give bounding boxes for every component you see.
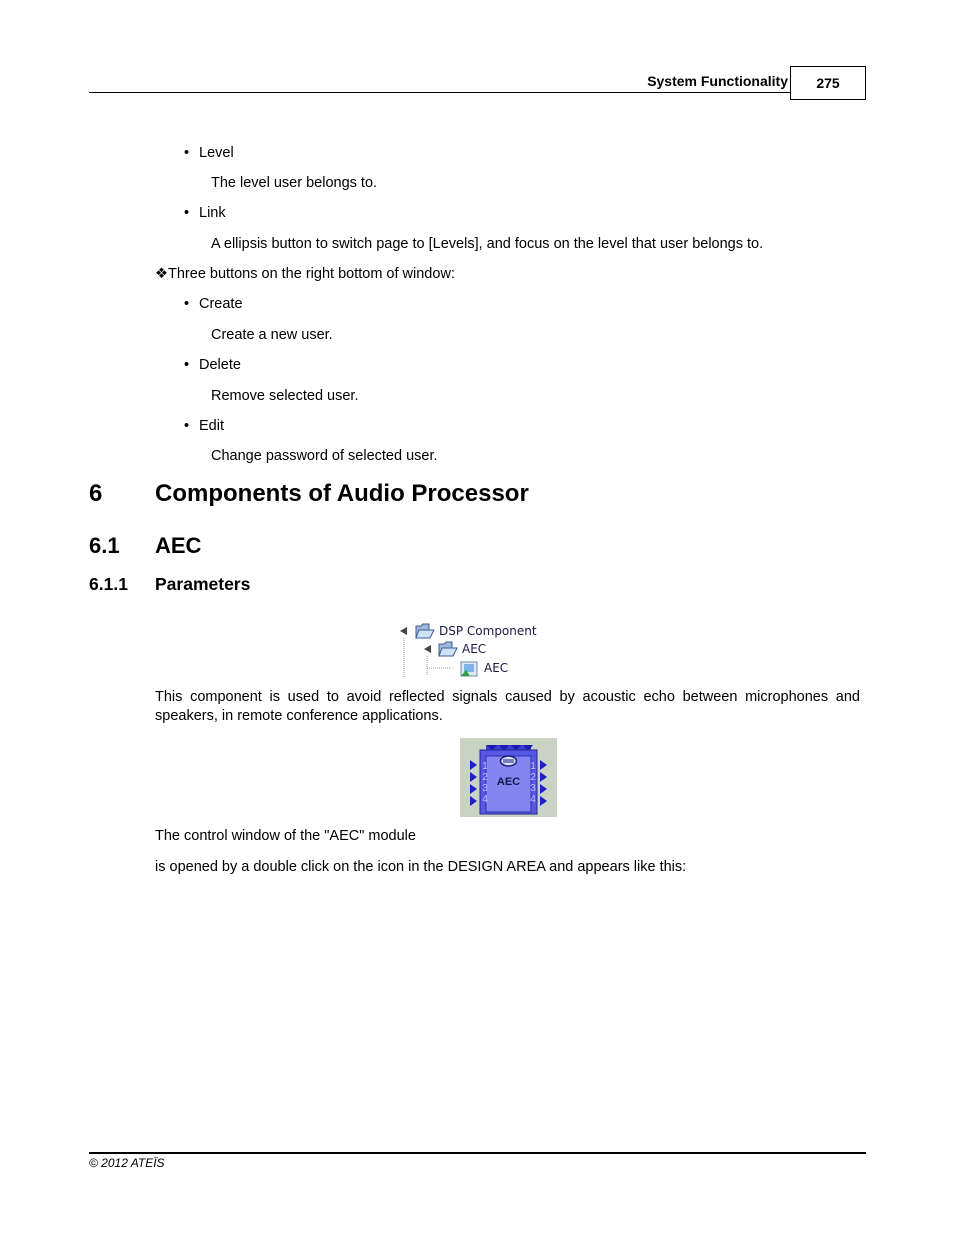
left-channel-labels: 1 2 3 4 — [482, 761, 488, 805]
component-tree — [398, 620, 538, 680]
module-label: AEC — [496, 776, 521, 788]
item-term: Edit — [199, 418, 224, 434]
footer-copyright: © 2012 ATEÏS — [89, 1156, 165, 1170]
section-heading — [89, 533, 201, 559]
list-item-link — [184, 205, 226, 221]
item-desc: Create a new user. — [211, 327, 333, 343]
tree-leaf-label[interactable]: AEC — [484, 661, 509, 675]
chapter-title: Components of Audio Processor — [155, 480, 529, 507]
page-number: 275 — [790, 66, 866, 100]
list-item-edit — [184, 418, 224, 434]
item-term: Link — [199, 205, 226, 221]
buttons-intro: ❖Three buttons on the right bottom of window: — [155, 266, 455, 282]
section-title: AEC — [155, 533, 202, 558]
tree-root-label[interactable]: DSP Component — [439, 624, 537, 638]
list-item-create — [184, 296, 243, 312]
tree-child-label[interactable]: AEC — [462, 642, 487, 656]
footer-rule — [89, 1152, 866, 1154]
header-section-title: System Functionality — [647, 73, 788, 89]
item-term: Level — [199, 145, 234, 161]
subsection-number: 6.1.1 — [89, 574, 128, 594]
component-description: This component is used to avoid reflected signals caused by acoustic echo between microphones and speakers, in remote conference applications. — [155, 689, 860, 724]
bullet: • — [184, 357, 190, 373]
list-item-delete — [184, 357, 241, 373]
bullet: • — [184, 145, 190, 161]
item-desc: A ellipsis button to switch page to [Levels], and focus on the level that user belongs to. — [211, 236, 764, 252]
header-rule — [89, 92, 791, 93]
subsection-heading — [89, 574, 250, 595]
bullet: • — [184, 205, 190, 221]
folder-open-icon — [415, 622, 435, 640]
section-number: 6.1 — [89, 533, 120, 558]
chapter-number: 6 — [89, 480, 103, 507]
right-channel-labels: 1 2 3 4 — [530, 761, 536, 805]
bullet: • — [184, 418, 190, 434]
module-image-icon — [460, 661, 478, 677]
item-desc: Remove selected user. — [211, 388, 359, 404]
folder-open-icon — [438, 640, 458, 658]
item-term: Create — [199, 296, 243, 312]
bullet: • — [184, 296, 190, 312]
item-desc: Change password of selected user. — [211, 448, 438, 464]
list-item-level — [184, 145, 234, 161]
item-desc: The level user belongs to. — [211, 175, 378, 191]
chapter-heading — [89, 480, 529, 508]
aec-module-icon[interactable] — [460, 738, 557, 817]
control-window-line-1: The control window of the "AEC" module — [155, 828, 416, 844]
control-window-line-2: is opened by a double click on the icon in the DESIGN AREA and appears like this: — [155, 859, 687, 875]
item-term: Delete — [199, 357, 241, 373]
subsection-title: Parameters — [155, 574, 251, 594]
